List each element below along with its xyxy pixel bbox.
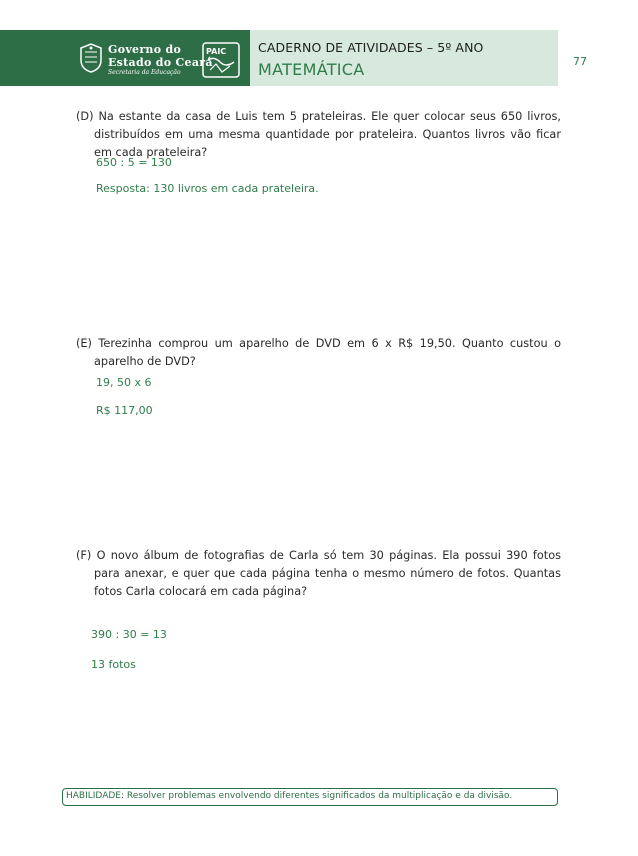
government-logo-text: [108, 43, 213, 77]
svg-text:PAIC: PAIC: [206, 47, 227, 56]
page-number: 77: [573, 55, 587, 68]
answer-f-line2: 13 fotos: [91, 658, 136, 671]
question-label: (F): [76, 549, 92, 562]
question-f: [76, 547, 561, 601]
answer-e-line2: R$ 117,00: [96, 404, 153, 417]
question-label: (D): [76, 110, 94, 123]
caderno-title: CADERNO DE ATIVIDADES – 5º ANO: [258, 40, 484, 55]
question-d: [76, 108, 561, 162]
coat-of-arms-icon: [78, 42, 104, 74]
answer-e-line1: 19, 50 x 6: [96, 376, 152, 389]
answer-f-line1: 390 : 30 = 13: [91, 628, 167, 641]
habilidade-text: [66, 791, 512, 801]
question-text: Na estante da casa de Luis tem 5 prateleiras. Ele quer colocar seus 650 livros, distribuídos em uma mesma quantidade por prateleira. Quantos livros vão ficar em cada prateleira?: [94, 110, 561, 159]
gov-line1: Governo do: [108, 43, 182, 56]
answer-d-line1: 650 : 5 = 130: [96, 156, 172, 169]
question-e: [76, 335, 561, 371]
question-label: (E): [76, 337, 92, 350]
subject-title: MATEMÁTICA: [258, 60, 365, 79]
gov-line3: Secretaria da Educação: [108, 69, 181, 76]
answer-d-line2: Resposta: 130 livros em cada prateleira.: [96, 182, 319, 195]
question-text: O novo álbum de fotografias de Carla só tem 30 páginas. Ela possui 390 fotos para anexar, e quer que cada página tenha o mesmo número de fotos. Quantas fotos Carla colocará em cada página?: [94, 549, 561, 598]
gov-line2: Estado do Ceará: [108, 56, 213, 69]
question-text: Terezinha comprou um aparelho de DVD em 6 x R$ 19,50. Quanto custou o aparelho de DVD?: [94, 337, 562, 368]
paic-logo-icon: [202, 42, 240, 78]
habilidade-description: Resolver problemas envolvendo diferentes significados da multiplicação e da divisão.: [126, 791, 513, 801]
habilidade-label: HABILIDADE:: [66, 791, 124, 801]
